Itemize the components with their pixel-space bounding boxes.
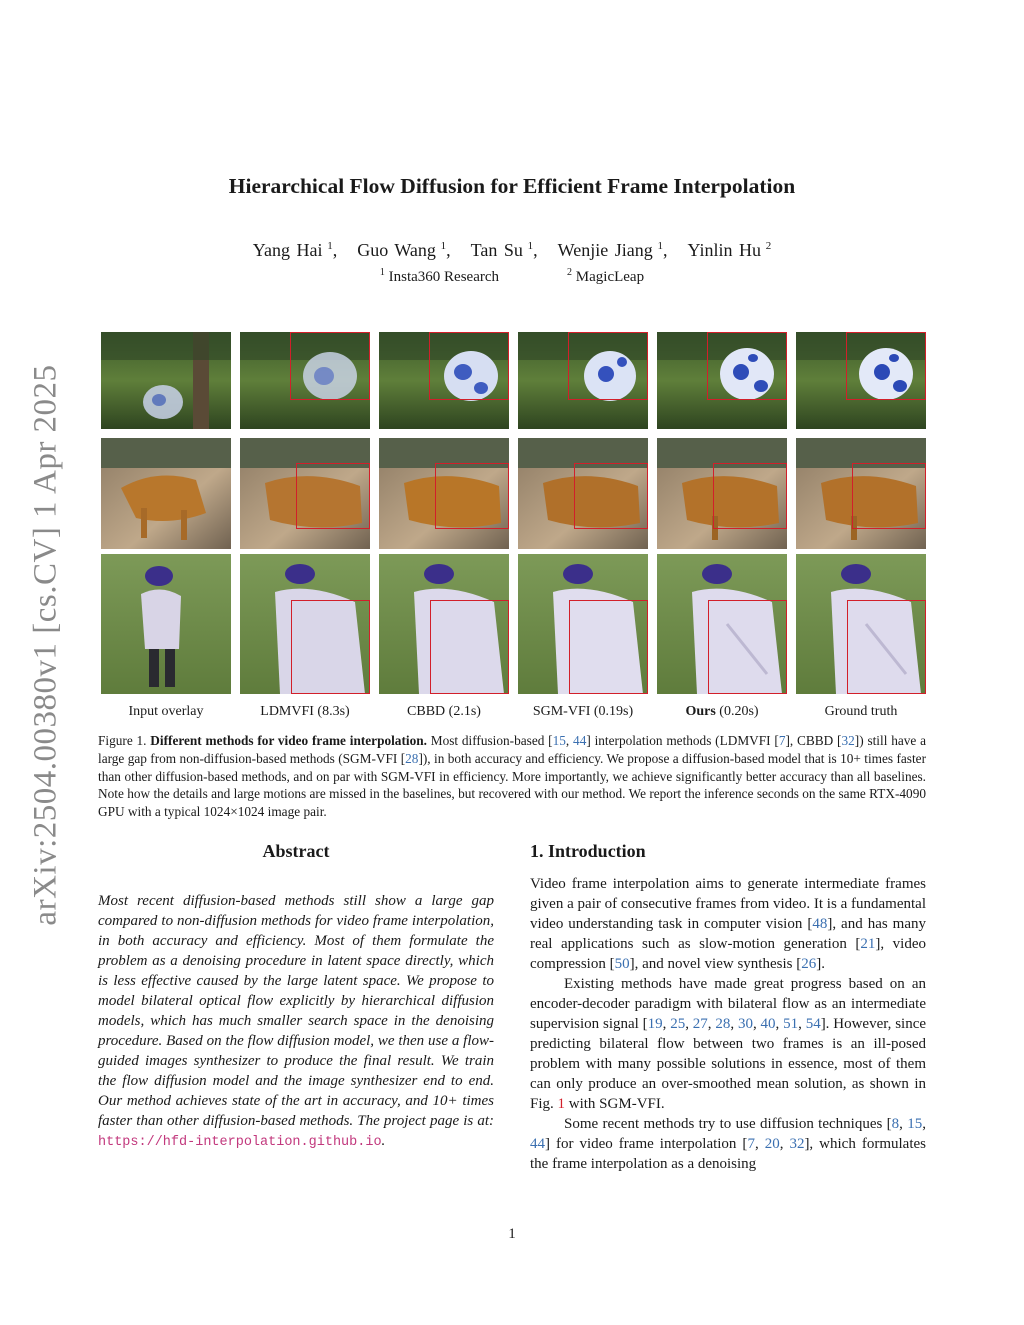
intro-text: ], video compression [ (530, 936, 926, 972)
intro-text: , (662, 1016, 671, 1032)
author-sep: , (533, 240, 538, 260)
author-sep: , (446, 240, 451, 260)
column-label-1 (235, 704, 375, 720)
caption-text: ]) still have a large gap from non-diffusion-based methods (SGM-VFI [ (98, 733, 926, 766)
affiliation-mark: 1 (379, 267, 385, 278)
author-0 (253, 240, 337, 260)
zoom-box (708, 600, 787, 694)
citation-link[interactable]: 21 (860, 936, 876, 952)
column-label-3 (513, 704, 653, 720)
intro-paragraph-3 (530, 1114, 926, 1174)
tile-dog-gt (796, 438, 926, 549)
introduction-body (530, 874, 926, 1174)
intro-text: Video frame interpolation aims to generate intermediate frames given a pair of consecutive frames from video. It is a fundamental video understanding task in computer vision [ (530, 876, 926, 932)
column-label-text: SGM-VFI (0.19s) (532, 704, 634, 719)
author-affil-mark: 1 (322, 240, 333, 252)
tile-ball-input (101, 332, 231, 429)
tile-girl-ldmvfi (240, 554, 370, 694)
column-label-text: Input overlay (128, 704, 204, 719)
caption-label: Figure 1. (98, 733, 151, 748)
citation-link[interactable]: 50 (614, 956, 630, 972)
tile-girl-cbbd (379, 554, 509, 694)
citation-link[interactable]: 30 (737, 1016, 753, 1032)
affiliation-list (0, 267, 1024, 286)
column-label-0 (96, 704, 236, 720)
tile-dog-cbbd (379, 438, 509, 549)
zoom-box (846, 332, 926, 400)
zoom-box (713, 463, 787, 529)
intro-text: Some recent methods try to use diffusion techniques [ (564, 1116, 892, 1132)
tile-ball-cbbd (379, 332, 509, 429)
zoom-box (296, 463, 370, 529)
author-name: Tan Su (470, 240, 523, 260)
intro-paragraph-2 (530, 974, 926, 1114)
author-name: Yang Hai (252, 240, 323, 260)
tile-girl-input (101, 554, 231, 694)
author-affil-mark: 1 (652, 240, 663, 252)
caption-text: ]), in both accuracy and efficiency. We propose a diffusion-based model that is 10+ times faster than other diffusion-based methods, and on par with SGM-VFI in efficiency. More importantly, we achieve significantly better accuracy than all baselines. Note how the details and large motions are missed in the baselines, but recovered with our method. We report the inference seconds on the same RTX-4090 GPU with a typical 1024×1024 image pair. (98, 750, 926, 820)
tile-dog-ours (657, 438, 787, 549)
zoom-box (430, 600, 509, 694)
intro-text: ]. (816, 956, 825, 972)
abstract-end: . (381, 1133, 386, 1149)
citation-link[interactable]: 26 (801, 956, 817, 972)
author-affil-mark: 2 (760, 240, 772, 252)
zoom-box (847, 600, 926, 694)
citation-link[interactable]: 28 (405, 750, 419, 766)
intro-text: , (798, 1016, 806, 1032)
paper-title: Hierarchical Flow Diffusion for Efficient Frame Interpolation (228, 174, 796, 198)
column-label-2 (374, 704, 514, 720)
caption-text: ], CBBD [ (785, 733, 842, 748)
intro-text: , (922, 1116, 927, 1132)
author-3 (558, 240, 668, 260)
tile-ball-gt (796, 332, 926, 429)
author-affil-mark: 1 (522, 240, 534, 252)
intro-text: , (779, 1136, 790, 1152)
author-affil-mark: 1 (435, 240, 447, 252)
citation-link[interactable]: 48 (812, 916, 828, 932)
intro-text: with SGM-VFI. (565, 1096, 665, 1112)
column-label-text: (0.20s) (715, 704, 759, 719)
zoom-box (568, 332, 648, 400)
column-label-text: CBBD (2.1s) (407, 704, 481, 719)
arxiv-id: arXiv:2504.00380v1 [cs.CV] 1 Apr 2025 (27, 364, 64, 926)
citation-link[interactable]: 32 (841, 733, 855, 748)
column-label-text: Ground truth (824, 704, 898, 719)
tile-girl-sgmvfi (518, 554, 648, 694)
column-label-text: LDMVFI (8.3s) (260, 704, 350, 719)
zoom-box (291, 600, 370, 694)
tile-dog-input (101, 438, 231, 549)
tile-dog-ldmvfi (240, 438, 370, 549)
intro-text: , (707, 1016, 716, 1032)
citation-link[interactable]: 25 (670, 1016, 686, 1032)
intro-text: ]. However, since predicting bilateral flow between two frames is an ill-posed problem with many possible solutions in essence, most of them can only produce an over-smoothed mean solution, as shown in Fig. (530, 1016, 927, 1112)
zoom-box (569, 600, 648, 694)
intro-text: ], and novel view synthesis [ (629, 956, 802, 972)
citation-link[interactable]: 44 (530, 1136, 545, 1152)
column-label-4 (652, 704, 792, 720)
figure-column-labels (101, 704, 926, 724)
citation-link[interactable]: 19 (647, 1016, 663, 1032)
zoom-box (574, 463, 648, 529)
author-4 (687, 240, 771, 260)
tile-ball-ours (657, 332, 787, 429)
citation-link[interactable]: 15 (552, 733, 566, 748)
abstract-text: Most recent diffusion-based methods still show a large gap compared to non-diffusion methods for video frame interpolation, in both accuracy and efficiency. Most of them formulate the problem as a denoising procedure in latent space directly, which is less effective caused by the large latent space. We propose to model bilateral optical flow explicitly by hierarchical diffusion models, which has much smaller search space in the denoising procedure. Based on the flow diffusion model, we then use a flow-guided images synthesizer to produce the final result. We train the flow diffusion model and the image synthesizer end to end. Our method achieves state of the art in accuracy, and 10+ times faster than other diffusion-based methods. The project page is at: (98, 893, 494, 1129)
citation-link[interactable]: 8 (891, 1116, 900, 1132)
intro-text: , (899, 1116, 908, 1132)
intro-text: ] for video frame interpolation [ (545, 1136, 748, 1152)
figure-caption (98, 732, 926, 821)
author-list (0, 240, 1024, 261)
project-url-link[interactable]: https://hfd-interpolation.github.io (98, 1135, 382, 1150)
author-name: Yinlin Hu (687, 240, 761, 260)
zoom-box (707, 332, 787, 400)
abstract-heading: Abstract (262, 841, 330, 861)
affiliation-mark: 2 (567, 267, 573, 278)
caption-text: Most diffusion-based [ (426, 733, 553, 748)
figure-ref-link[interactable]: 1 (557, 1096, 566, 1112)
citation-link[interactable]: 20 (764, 1136, 780, 1152)
citation-link[interactable]: 51 (783, 1016, 799, 1032)
author-name: Wenjie Jiang (557, 240, 653, 260)
introduction-heading: 1. Introduction (530, 841, 646, 861)
tile-ball-sgmvfi (518, 332, 648, 429)
intro-text: ], which formulates the frame interpolation as a denoising (530, 1136, 926, 1172)
intro-text: , (685, 1016, 693, 1032)
citation-link[interactable]: 40 (760, 1016, 776, 1032)
column-label-5 (791, 704, 931, 720)
affiliation-name: Insta360 Research (384, 269, 500, 285)
tile-ball-ldmvfi (240, 332, 370, 429)
column-label-bold: Ours (685, 704, 716, 719)
intro-text: ], and has many real applications such as slow-motion generation [ (530, 916, 926, 952)
author-name: Guo Wang (357, 240, 436, 260)
citation-link[interactable]: 7 (747, 1136, 755, 1152)
intro-text: , (730, 1016, 738, 1032)
tile-girl-ours (657, 554, 787, 694)
author-sep: , (662, 240, 668, 260)
zoom-box (435, 463, 509, 529)
caption-bold: Different methods for video frame interpolation. (150, 733, 427, 748)
author-sep: , (332, 240, 338, 260)
intro-text: , (752, 1016, 761, 1032)
intro-text: Existing methods have made great progress based on an encoder-decoder paradigm with bilateral flow as an intermediate supervision signal [ (530, 976, 926, 1032)
caption-text: ] interpolation methods (LDMVFI [ (586, 733, 779, 748)
tile-girl-gt (796, 554, 926, 694)
author-1 (357, 240, 450, 260)
tile-dog-sgmvfi (518, 438, 648, 549)
arxiv-stamp (18, 360, 74, 930)
citation-link[interactable]: 27 (692, 1016, 708, 1032)
figure-1-grid (101, 332, 926, 698)
intro-text: , (775, 1016, 784, 1032)
affiliation-name: MagicLeap (572, 269, 645, 285)
affiliation-0 (380, 269, 499, 285)
citation-link[interactable]: 28 (715, 1016, 731, 1032)
intro-text: , (754, 1136, 765, 1152)
citation-link[interactable]: 54 (805, 1016, 821, 1032)
citation-link[interactable]: 7 (778, 733, 786, 748)
author-2 (471, 240, 538, 260)
citation-link[interactable]: 32 (789, 1136, 805, 1152)
abstract-body (98, 891, 494, 1153)
affiliation-1 (567, 269, 644, 285)
intro-paragraph-1 (530, 874, 926, 974)
caption-text: , (565, 733, 574, 748)
page-number: 1 (508, 1226, 516, 1242)
zoom-box (429, 332, 509, 400)
citation-link[interactable]: 44 (573, 733, 587, 748)
zoom-box (852, 463, 926, 529)
zoom-box (290, 332, 370, 400)
citation-link[interactable]: 15 (907, 1116, 923, 1132)
